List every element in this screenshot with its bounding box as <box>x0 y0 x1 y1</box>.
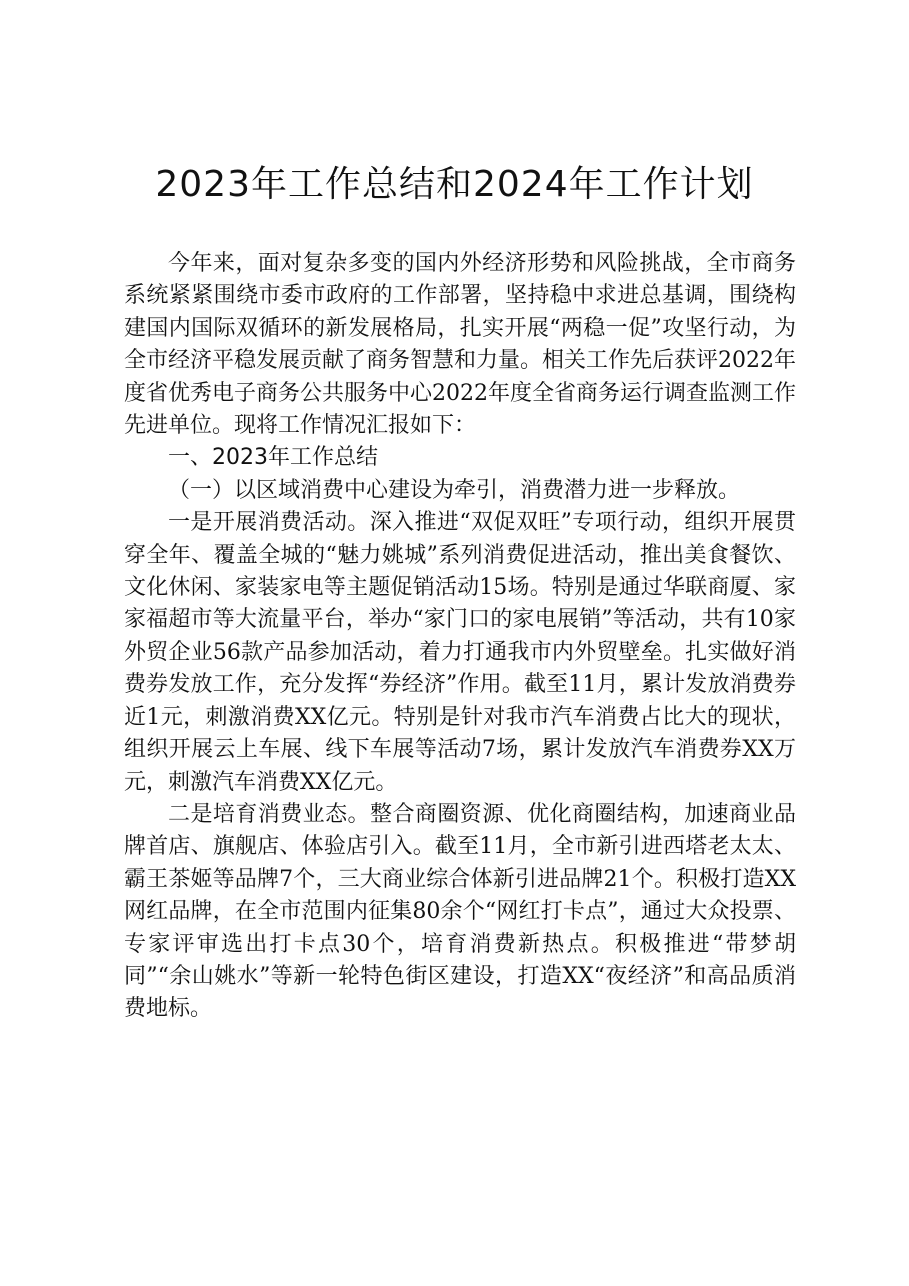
subsection-heading: （一）以区域消费中心建设为牵引，消费潜力进一步释放。 <box>168 477 741 503</box>
section-heading: 一、2023年工作总结 <box>168 445 378 471</box>
paragraph-consumption-activities: 一是开展消费活动。深入推进“双促双旺”专项行动，组织开展贯穿全年、覆盖全城的“魅力姚城”系列消费促进活动，推出美食餐饮、文化休闲、家装家电等主题促销活动15场。特别是通过华联商厦、家家福超市等大流量平台，举办“家门口的家电展销”等活动，共有10家外贸企业56款产品参加活动，着力打通我市内外贸壁垒。扎实做好消费券发放工作，充分发挥“券经济”作用。截至11月，累计发放消费券近1元，刺激消费XX亿元。特别是针对我市汽车消费占比大的现状，组织开展云上车展、线下车展等活动7场，累计发放汽车消费券XX万元，刺激汽车消费XX亿元。 <box>124 510 796 795</box>
paragraph-intro: 今年来，面对复杂多变的国内外经济形势和风险挑战，全市商务系统紧紧围绕市委市政府的工作部署，坚持稳中求进总基调，围绕构建国内国际双循环的新发展格局，扎实开展“两稳一促”攻坚行动，为全市经济平稳发展贡献了商务智慧和力量。相关工作先后获评2022年度省优秀电子商务公共服务中心2022年度全省商务运行调查监测工作先进单位。现将工作情况汇报如下： <box>124 251 796 439</box>
document-body <box>124 248 796 1026</box>
paragraph-consumption-formats: 二是培育消费业态。整合商圈资源、优化商圈结构，加速商业品牌首店、旗舰店、体验店引入。截至11月，全市新引进西塔老太太、霸王茶姬等品牌7个，三大商业综合体新引进品牌21个。积极打造XX网红品牌，在全市范围内征集80余个“网红打卡点”，通过大众投票、专家评审选出打卡点30个，培育消费新热点。积极推进“带梦胡同”“余山姚水”等新一轮特色街区建设，打造XX“夜经济”和高品质消费地标。 <box>124 801 796 1022</box>
document-title: 2023年工作总结和2024年工作计划 <box>155 164 754 205</box>
